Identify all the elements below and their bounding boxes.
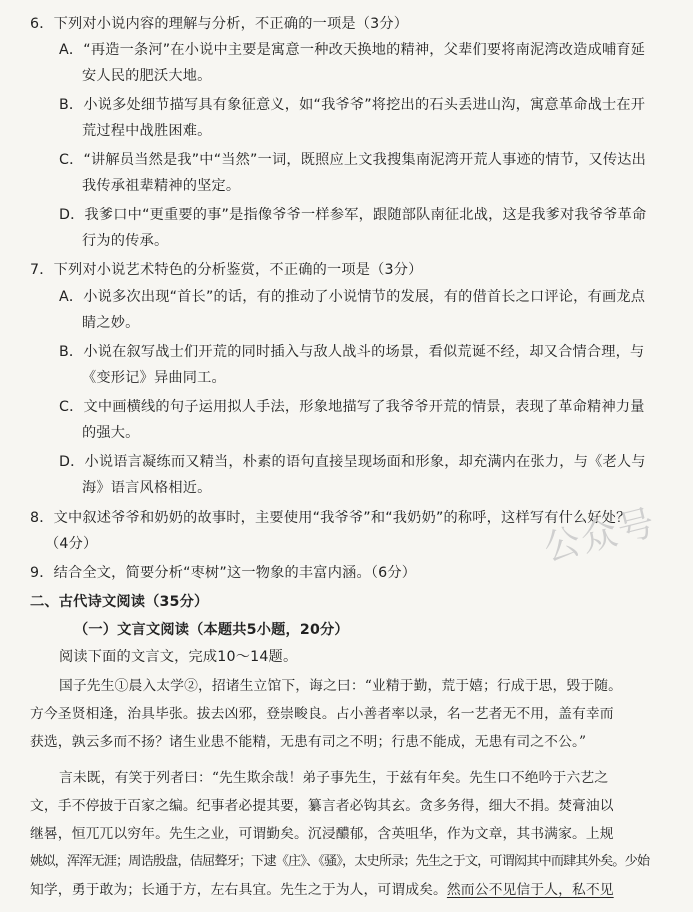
q7-option-a-line1: A．小说多次出现“首长”的话，有的推动了小说情节的发展，有的借首长之口评论，有画龙点 [59,289,646,305]
subsection-heading: （一）文言文阅读（本题共5小题，20分） [74,622,349,638]
q7-stem: 7．下列对小说艺术特色的分析鉴赏，不正确的一项是（3分） [30,262,423,278]
q8-line1: 8．文中叙述爷爷和奶奶的故事时，主要使用“我爷爷”和“我奶奶”的称呼，这样写有什么好处？ [30,510,631,526]
q7-option-d-line1: D．小说语言凝练而又精当，朴素的语句直接呈现场面和形象，却充满内在张力，与《老人与 [59,454,646,470]
underlined-sentence: 然而公不见信于人，私不见 [446,882,614,898]
passage-line-5: 文，手不停披于百家之编。纪事者必提其要，纂言者必钩其玄。贪多务得，细大不捐。焚膏油以 [30,798,614,814]
q9-stem: 9．结合全文，简要分析“枣树”这一物象的丰富内涵。（6分） [30,565,417,581]
section-heading: 二、古代诗文阅读（35分） [30,594,209,610]
passage-instruction: 阅读下面的文言文，完成10～14题。 [59,649,298,665]
passage-line-3: 获选，孰云多而不扬？诸生业患不能精，无患有司之不明；行患不能成，无患有司之不公。” [30,734,587,750]
q6-option-d-line1: D．我爹口中“更重要的事”是指像爷爷一样参军，跟随部队南征北战，这是我爹对我爷爷革命 [59,207,647,223]
q6-option-c-line1: C．“讲解员当然是我”中“当然”一词，既照应上文我搜集南泥湾开荒人事迹的情节，又传达出 [59,152,647,168]
q6-option-a-line1: A．“再造一条河”在小说中主要是寓意一种改天换地的精神，父辈们要将南泥湾改造成哺育延 [59,42,646,58]
q7-option-c-line1: C．文中画横线的句子运用拟人手法，形象地描写了我爷爷开荒的情景，表现了革命精神力量 [59,399,645,415]
q6-option-b-line2: 荒过程中战胜困难。 [82,123,212,139]
q7-option-b-line2: 《变形记》异曲同工。 [82,370,226,386]
q7-option-a-line2: 睛之妙。 [82,315,140,331]
q8-line2: （4分） [45,536,98,552]
q6-option-a-line2: 安人民的肥沃大地。 [82,68,212,84]
passage-line-6: 继晷，恒兀兀以穷年。先生之业，可谓勤矣。沉浸醲郁，含英咀华，作为文章，其书满家。上规 [30,826,614,842]
watermark: 公众号 [539,502,661,570]
q6-stem: 6．下列对小说内容的理解与分析，不正确的一项是（3分） [30,16,409,32]
q6-option-c-line2: 我传承祖辈精神的坚定。 [82,178,241,194]
q6-option-b-line1: B．小说多处细节描写具有象征意义，如“我爷爷”将挖出的石头丢进山沟，寓意革命战士在开 [59,97,646,113]
q7-option-b-line1: B．小说在叙写战士们开荒的同时插入与敌人战斗的场景，看似荒诞不经，却又合情合理，与 [59,344,645,360]
q7-option-c-line2: 的强大。 [82,425,140,441]
passage-line-4: 言未既，有笑于列者曰：“先生欺余哉！弟子事先生，于兹有年矣。先生口不绝吟于六艺之 [59,770,609,786]
passage-line-8-text: 知学，勇于敢为；长通于方，左右具宜。先生之于为人，可谓成矣。 [30,882,447,898]
passage-line-8 [30,880,614,900]
q7-option-d-line2: 海》语言风格相近。 [82,480,212,496]
passage-line-1: 国子先生①晨入太学②，招诸生立馆下，诲之曰：“业精于勤，荒于嬉；行成于思，毁于随。 [59,678,623,694]
passage-line-7: 姚姒，浑浑无涯；周诰殷盘，佶屈聱牙；下逮《庄》、《骚》，太史所录；先生之于文，可谓闳其中而肆其外矣。少始 [30,854,650,869]
q6-option-d-line2: 行为的传承。 [82,233,169,249]
passage-line-2: 方今圣贤相逢，治具毕张。拔去凶邪，登崇畯良。占小善者率以录，名一艺者无不用，盖有幸而 [30,706,614,722]
